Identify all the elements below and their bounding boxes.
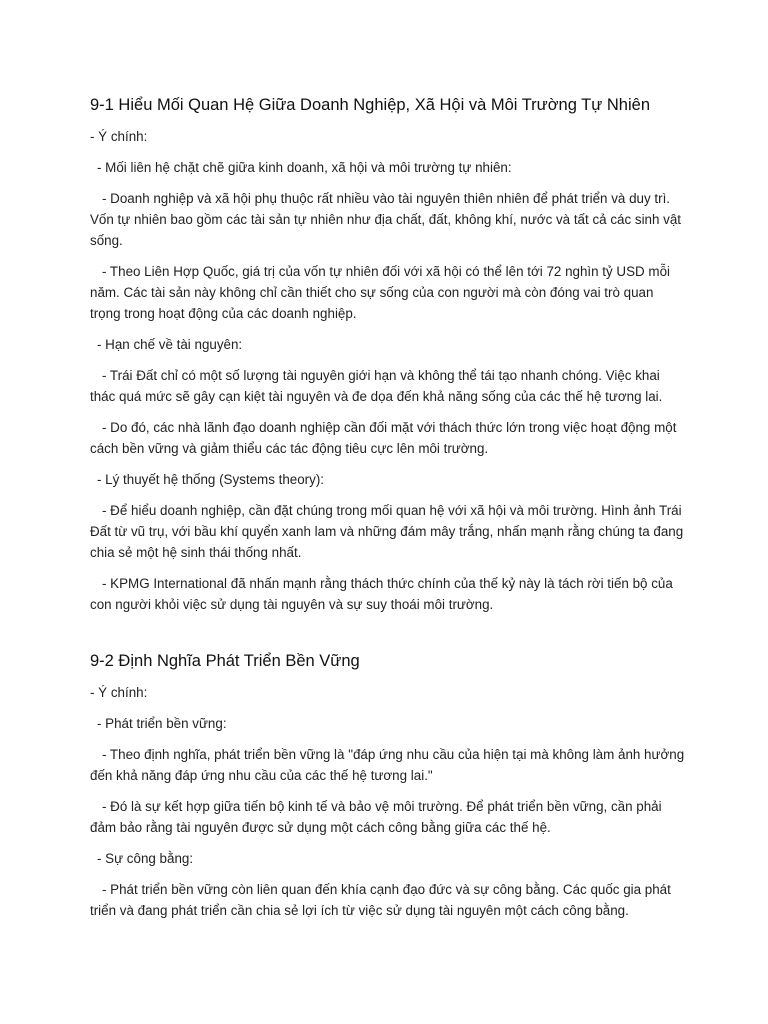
- paragraph: - Sự công bằng:: [97, 851, 194, 866]
- paragraph: - Lý thuyết hệ thống (Systems theory):: [97, 472, 325, 487]
- paragraph: - Mối liên hệ chặt chẽ giữa kinh doanh, xã hội và môi trường tự nhiên:: [97, 160, 512, 175]
- section-9-2: [90, 650, 686, 921]
- section-heading: 9-1 Hiểu Mối Quan Hệ Giữa Doanh Nghiệp, Xã Hội và Môi Trường Tự Nhiên: [90, 96, 650, 114]
- paragraph: - Để hiểu doanh nghiệp, cần đặt chúng trong mối quan hệ với xã hội và môi trường. Hình ảnh Trái Đất từ vũ trụ, với bầu khí quyển xanh lam và những đám mây trắng, nhấn mạnh rằng chúng ta đang chia sẻ một hệ sinh thái thống nhất.: [90, 503, 684, 560]
- paragraph: - Ý chính:: [90, 129, 148, 144]
- section-body: [90, 126, 686, 615]
- paragraph: - KPMG International đã nhấn mạnh rằng thách thức chính của thế kỷ này là tách rời tiến bộ của con người khỏi việc sử dụng tài nguyên và sự suy thoái môi trường.: [90, 576, 673, 612]
- paragraph: - Theo định nghĩa, phát triển bền vững là "đáp ứng nhu cầu của hiện tại mà không làm ảnh hưởng đến khả năng đáp ứng nhu cầu của các thế hệ tương lai.": [90, 747, 685, 783]
- paragraph: - Phát triển bền vững còn liên quan đến khía cạnh đạo đức và sự công bằng. Các quốc gia phát triển và đang phát triển cần chia sẻ lợi ích từ việc sử dụng tài nguyên một cách công bằng.: [90, 882, 671, 918]
- paragraph: - Trái Đất chỉ có một số lượng tài nguyên giới hạn và không thể tái tạo nhanh chóng. Việc khai thác quá mức sẽ gây cạn kiệt tài nguyên và đe dọa đến khả năng sống của các thế hệ tương lai.: [90, 368, 663, 404]
- paragraph: - Do đó, các nhà lãnh đạo doanh nghiệp cần đối mặt với thách thức lớn trong việc hoạt động một cách bền vững và giảm thiểu các tác động tiêu cực lên môi trường.: [90, 420, 677, 456]
- paragraph: - Phát triển bền vững:: [97, 716, 227, 731]
- paragraph: - Đó là sự kết hợp giữa tiến bộ kinh tế và bảo vệ môi trường. Để phát triển bền vững, cần phải đảm bảo rằng tài nguyên được sử dụng một cách công bằng giữa các thế hệ.: [90, 799, 662, 835]
- paragraph: - Theo Liên Hợp Quốc, giá trị của vốn tự nhiên đối với xã hội có thể lên tới 72 nghìn tỷ USD mỗi năm. Các tài sản này không chỉ cần thiết cho sự sống của con người mà còn đóng vai trò quan trọng trong hoạt động của các doanh nghiệp.: [90, 264, 671, 321]
- paragraph: - Doanh nghiệp và xã hội phụ thuộc rất nhiều vào tài nguyên thiên nhiên để phát triển và duy trì. Vốn tự nhiên bao gồm các tài sản tự nhiên như địa chất, đất, không khí, nước và tất cả các sinh vật sống.: [90, 191, 682, 248]
- paragraph: - Ý chính:: [90, 685, 148, 700]
- paragraph: - Hạn chế về tài nguyên:: [97, 337, 243, 352]
- section-body: [90, 682, 686, 921]
- section-heading: 9-2 Định Nghĩa Phát Triển Bền Vững: [90, 652, 360, 670]
- section-9-1: [90, 94, 686, 615]
